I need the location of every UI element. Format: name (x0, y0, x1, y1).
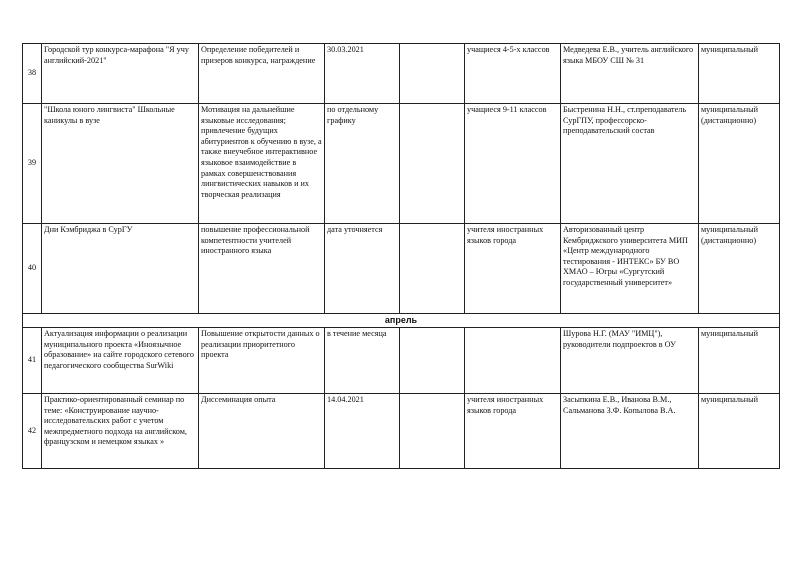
table-row (23, 394, 780, 469)
cell-level: муниципальный (699, 328, 780, 394)
cell-num: 38 (23, 44, 42, 104)
cell-responsible: Шурова Н.Г. (МАУ "ИМЦ"), руководители подпроектов в ОУ (561, 328, 699, 394)
cell-responsible: Авторизованный центр Кембриджского университета МИП «Центр международного тестирования - ИНТЕКС» БУ ВО ХМАО – Югры «Сургутский государственный университет» (561, 224, 699, 314)
cell-participants: учащиеся 4-5-х классов (465, 44, 561, 104)
cell-event: Городской тур конкурса-марафона "Я учу английский-2021" (42, 44, 199, 104)
table-row (23, 104, 780, 224)
cell-place (400, 104, 465, 224)
cell-responsible: Быстренина Н.Н., ст.преподаватель СурГПУ, профессорско-преподавательский состав (561, 104, 699, 224)
cell-level: муниципальный (дистанционно) (699, 104, 780, 224)
cell-goal: повышение профессиональной компетентности учителей иностранного языка (199, 224, 325, 314)
cell-responsible: Медведева Е.В., учитель английского языка МБОУ СШ № 31 (561, 44, 699, 104)
events-table (22, 43, 780, 469)
cell-participants: учителя иностранных языков города (465, 394, 561, 469)
cell-event: "Школа юного лингвиста" Школьные каникулы в вузе (42, 104, 199, 224)
cell-participants: учителя иностранных языков города (465, 224, 561, 314)
month-heading: апрель (23, 314, 780, 328)
cell-level: муниципальный (699, 394, 780, 469)
cell-date: по отдельному графику (325, 104, 400, 224)
cell-place (400, 44, 465, 104)
cell-goal: Мотивация на дальнейшие языковые исследования; привлечение будущих абитуриентов к обучению в вузе, а также внеучебное интерактивное языковое взаимодействие в рамках совершенствования лингвистических навыков и их творческая реализация (199, 104, 325, 224)
cell-goal: Диссеминация опыта (199, 394, 325, 469)
cell-goal: Повышение открытости данных о реализации приоритетного проекта (199, 328, 325, 394)
cell-num: 41 (23, 328, 42, 394)
cell-participants: учащиеся 9-11 классов (465, 104, 561, 224)
cell-num: 40 (23, 224, 42, 314)
cell-participants (465, 328, 561, 394)
cell-place (400, 394, 465, 469)
cell-goal: Определение победителей и призеров конкурса, награждение (199, 44, 325, 104)
cell-event: Дни Кэмбриджа в СурГУ (42, 224, 199, 314)
cell-event: Актуализация информации о реализации муниципального проекта «Иноязычное образование» на сайте городского сетевого педагогического сообщества SurWiki (42, 328, 199, 394)
table-row (23, 328, 780, 394)
table-row (23, 44, 780, 104)
cell-date: дата уточняется (325, 224, 400, 314)
cell-num: 39 (23, 104, 42, 224)
cell-num: 42 (23, 394, 42, 469)
month-row (23, 314, 780, 328)
cell-level: муниципальный (699, 44, 780, 104)
cell-level: муниципальный (дистанционно) (699, 224, 780, 314)
cell-place (400, 328, 465, 394)
cell-date: 30.03.2021 (325, 44, 400, 104)
table-row (23, 224, 780, 314)
cell-place (400, 224, 465, 314)
cell-responsible: Засыпкина Е.В., Иванова В.М., Сальманова З.Ф. Копылова В.А. (561, 394, 699, 469)
cell-date: 14.04.2021 (325, 394, 400, 469)
cell-date: в течение месяца (325, 328, 400, 394)
cell-event: Практико-ориентированный семинар по теме: «Конструирование научно-исследовательских работ с учетом межпредметного подхода на английском, французском и немецком языках » (42, 394, 199, 469)
